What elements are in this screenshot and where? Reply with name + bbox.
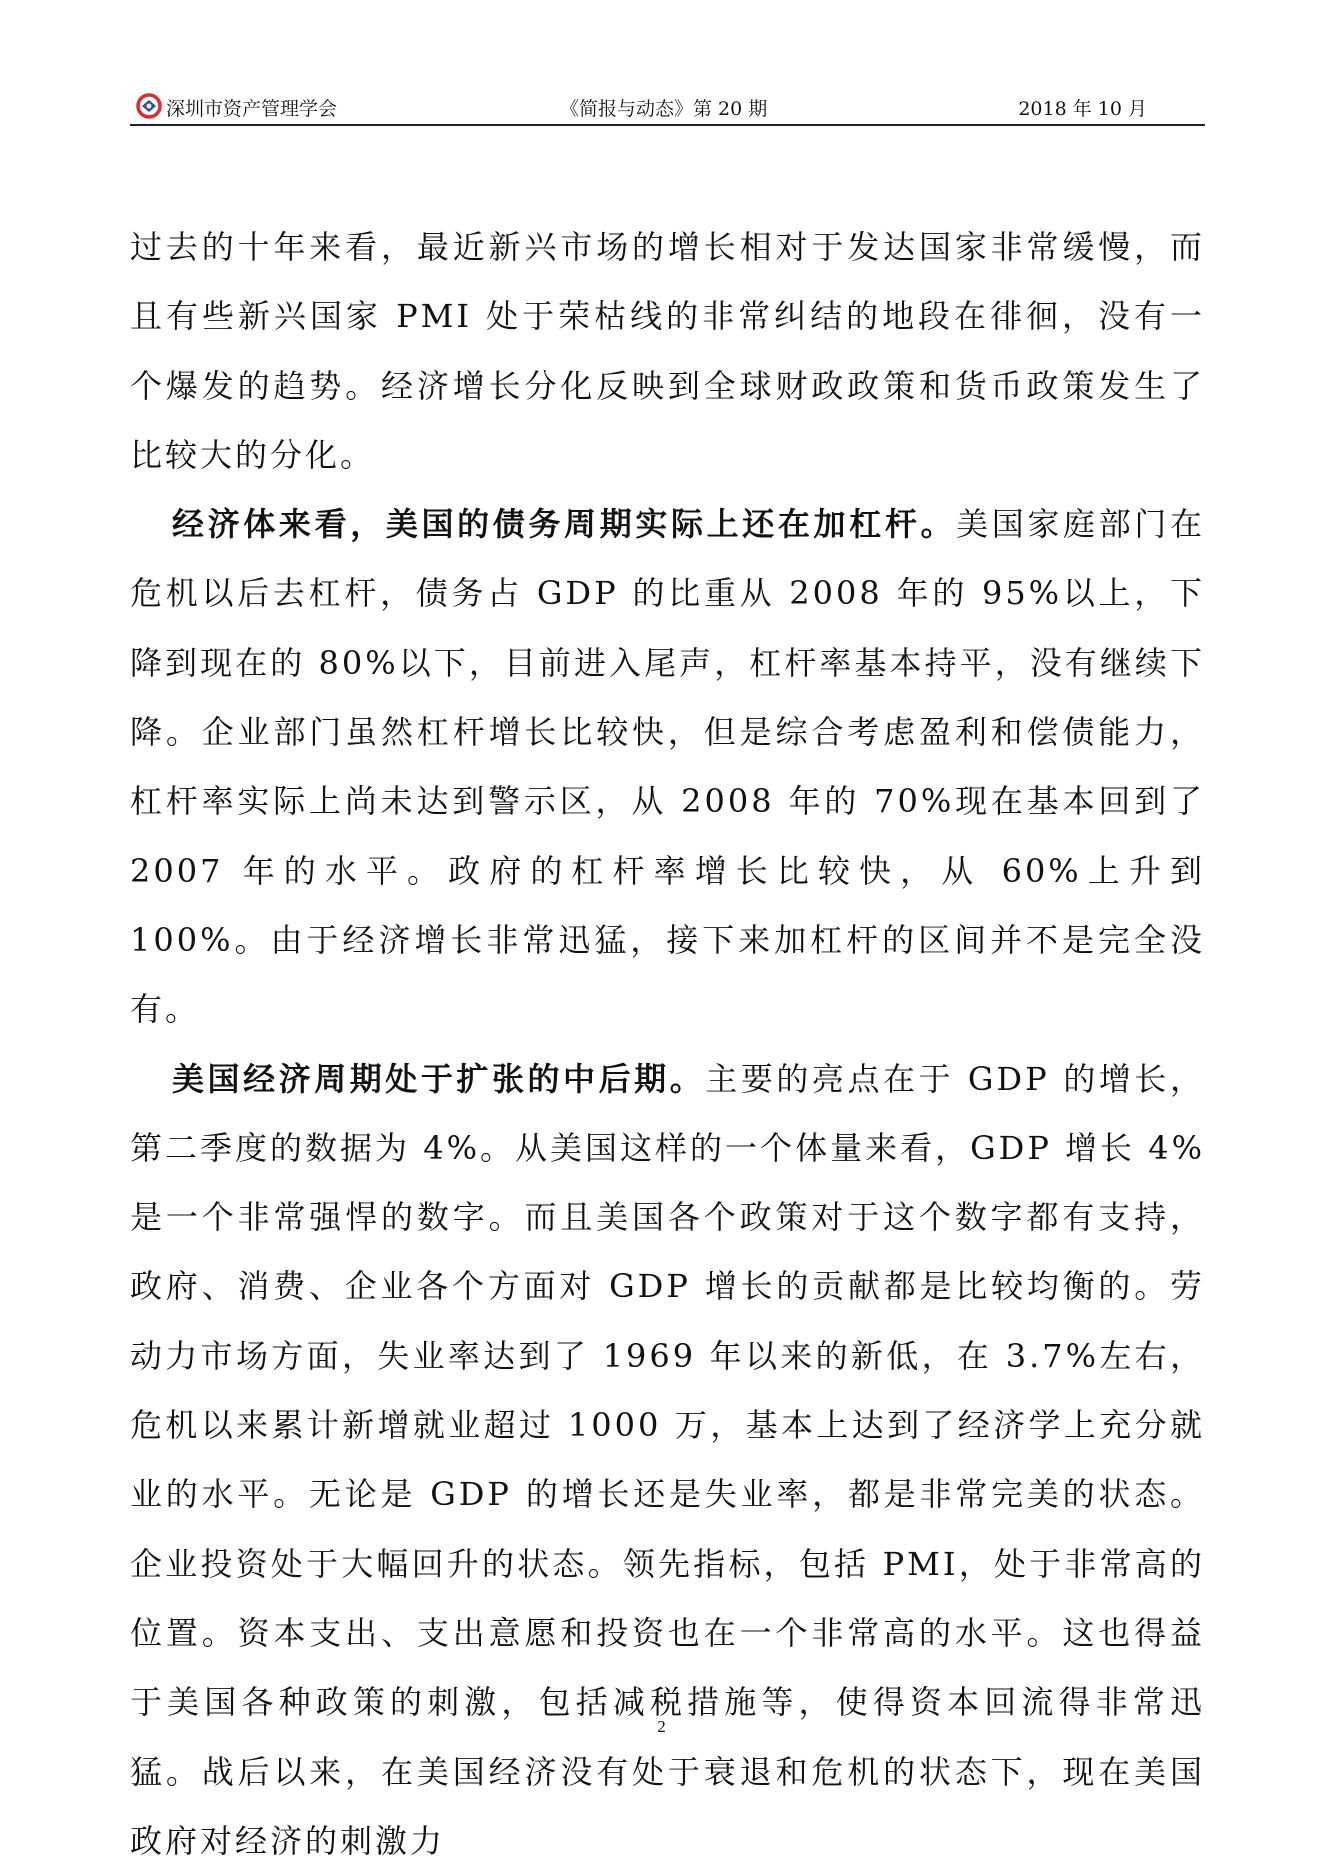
paragraph-3 bbox=[130, 1045, 1205, 1876]
paragraph-2-heading: 经济体来看，美国的债务周期实际上还在加杠杆。 bbox=[172, 505, 957, 544]
society-logo-icon bbox=[136, 93, 162, 119]
paragraph-3-heading: 美国经济周期处于扩张的中后期。 bbox=[172, 1059, 706, 1098]
paragraph-3-text: 主要的亮点在于 GDP 的增长，第二季度的数据为 4%。从美国这样的一个体量来看，GDP 增长 4%是一个非常强悍的数字。而且美国各个政策对于这个数字都有支持，政府、消费、企业各个方面对 GDP 增长的贡献都是比较均衡的。劳动力市场方面，失业率达到了 1969 年以来的新低，在 3.7%左右，危机以来累计新增就业超过 1000 万，基本上达到了经济学上充分就业的水平。无论是 GDP 的增长还是失业率，都是非常完美的状态。企业投资处于大幅回升的状态。领先指标，包括 PMI，处于非常高的位置。资本支出、支出意愿和投资也在一个非常高的水平。这也得益于美国各种政策的刺激，包括减税措施等，使得资本回流得非常迅猛。战后以来，在美国经济没有处于衰退和危机的状态下，现在美国政府对经济的刺激力 bbox=[130, 1059, 1205, 1860]
page-number: 2 bbox=[657, 1717, 666, 1736]
paragraph-1: 过去的十年来看，最近新兴市场的增长相对于发达国家非常缓慢，而且有些新兴国家 PMI 处于荣枯线的非常纠结的地段在徘徊，没有一个爆发的趋势。经济增长分化反映到全球财政政策和货币政策发生了比较大的分化。 bbox=[130, 228, 1205, 474]
article-body bbox=[130, 213, 1205, 1876]
issue-title: 《简报与动态》第 20 期 bbox=[560, 98, 768, 120]
paragraph-2-text: 美国家庭部门在危机以后去杠杆，债务占 GDP 的比重从 2008 年的 95%以上，下降到现在的 80%以下，目前进入尾声，杠杆率基本持平，没有继续下降。企业部门虽然杠杆增长比较快，但是综合考虑盈利和偿债能力，杠杆率实际上尚未达到警示区，从 2008 年的 70%现在基本回到了 2007 年的水平。政府的杠杆率增长比较快，从 60%上升到 100%。由于经济增长非常迅猛，接下来加杠杆的区间并不是完全没有。 bbox=[130, 505, 1205, 1029]
organization-name: 深圳市资产管理学会 bbox=[166, 98, 338, 120]
page-header bbox=[130, 88, 1205, 126]
issue-date: 2018 年 10 月 bbox=[1018, 98, 1147, 120]
paragraph-2 bbox=[130, 490, 1205, 1044]
